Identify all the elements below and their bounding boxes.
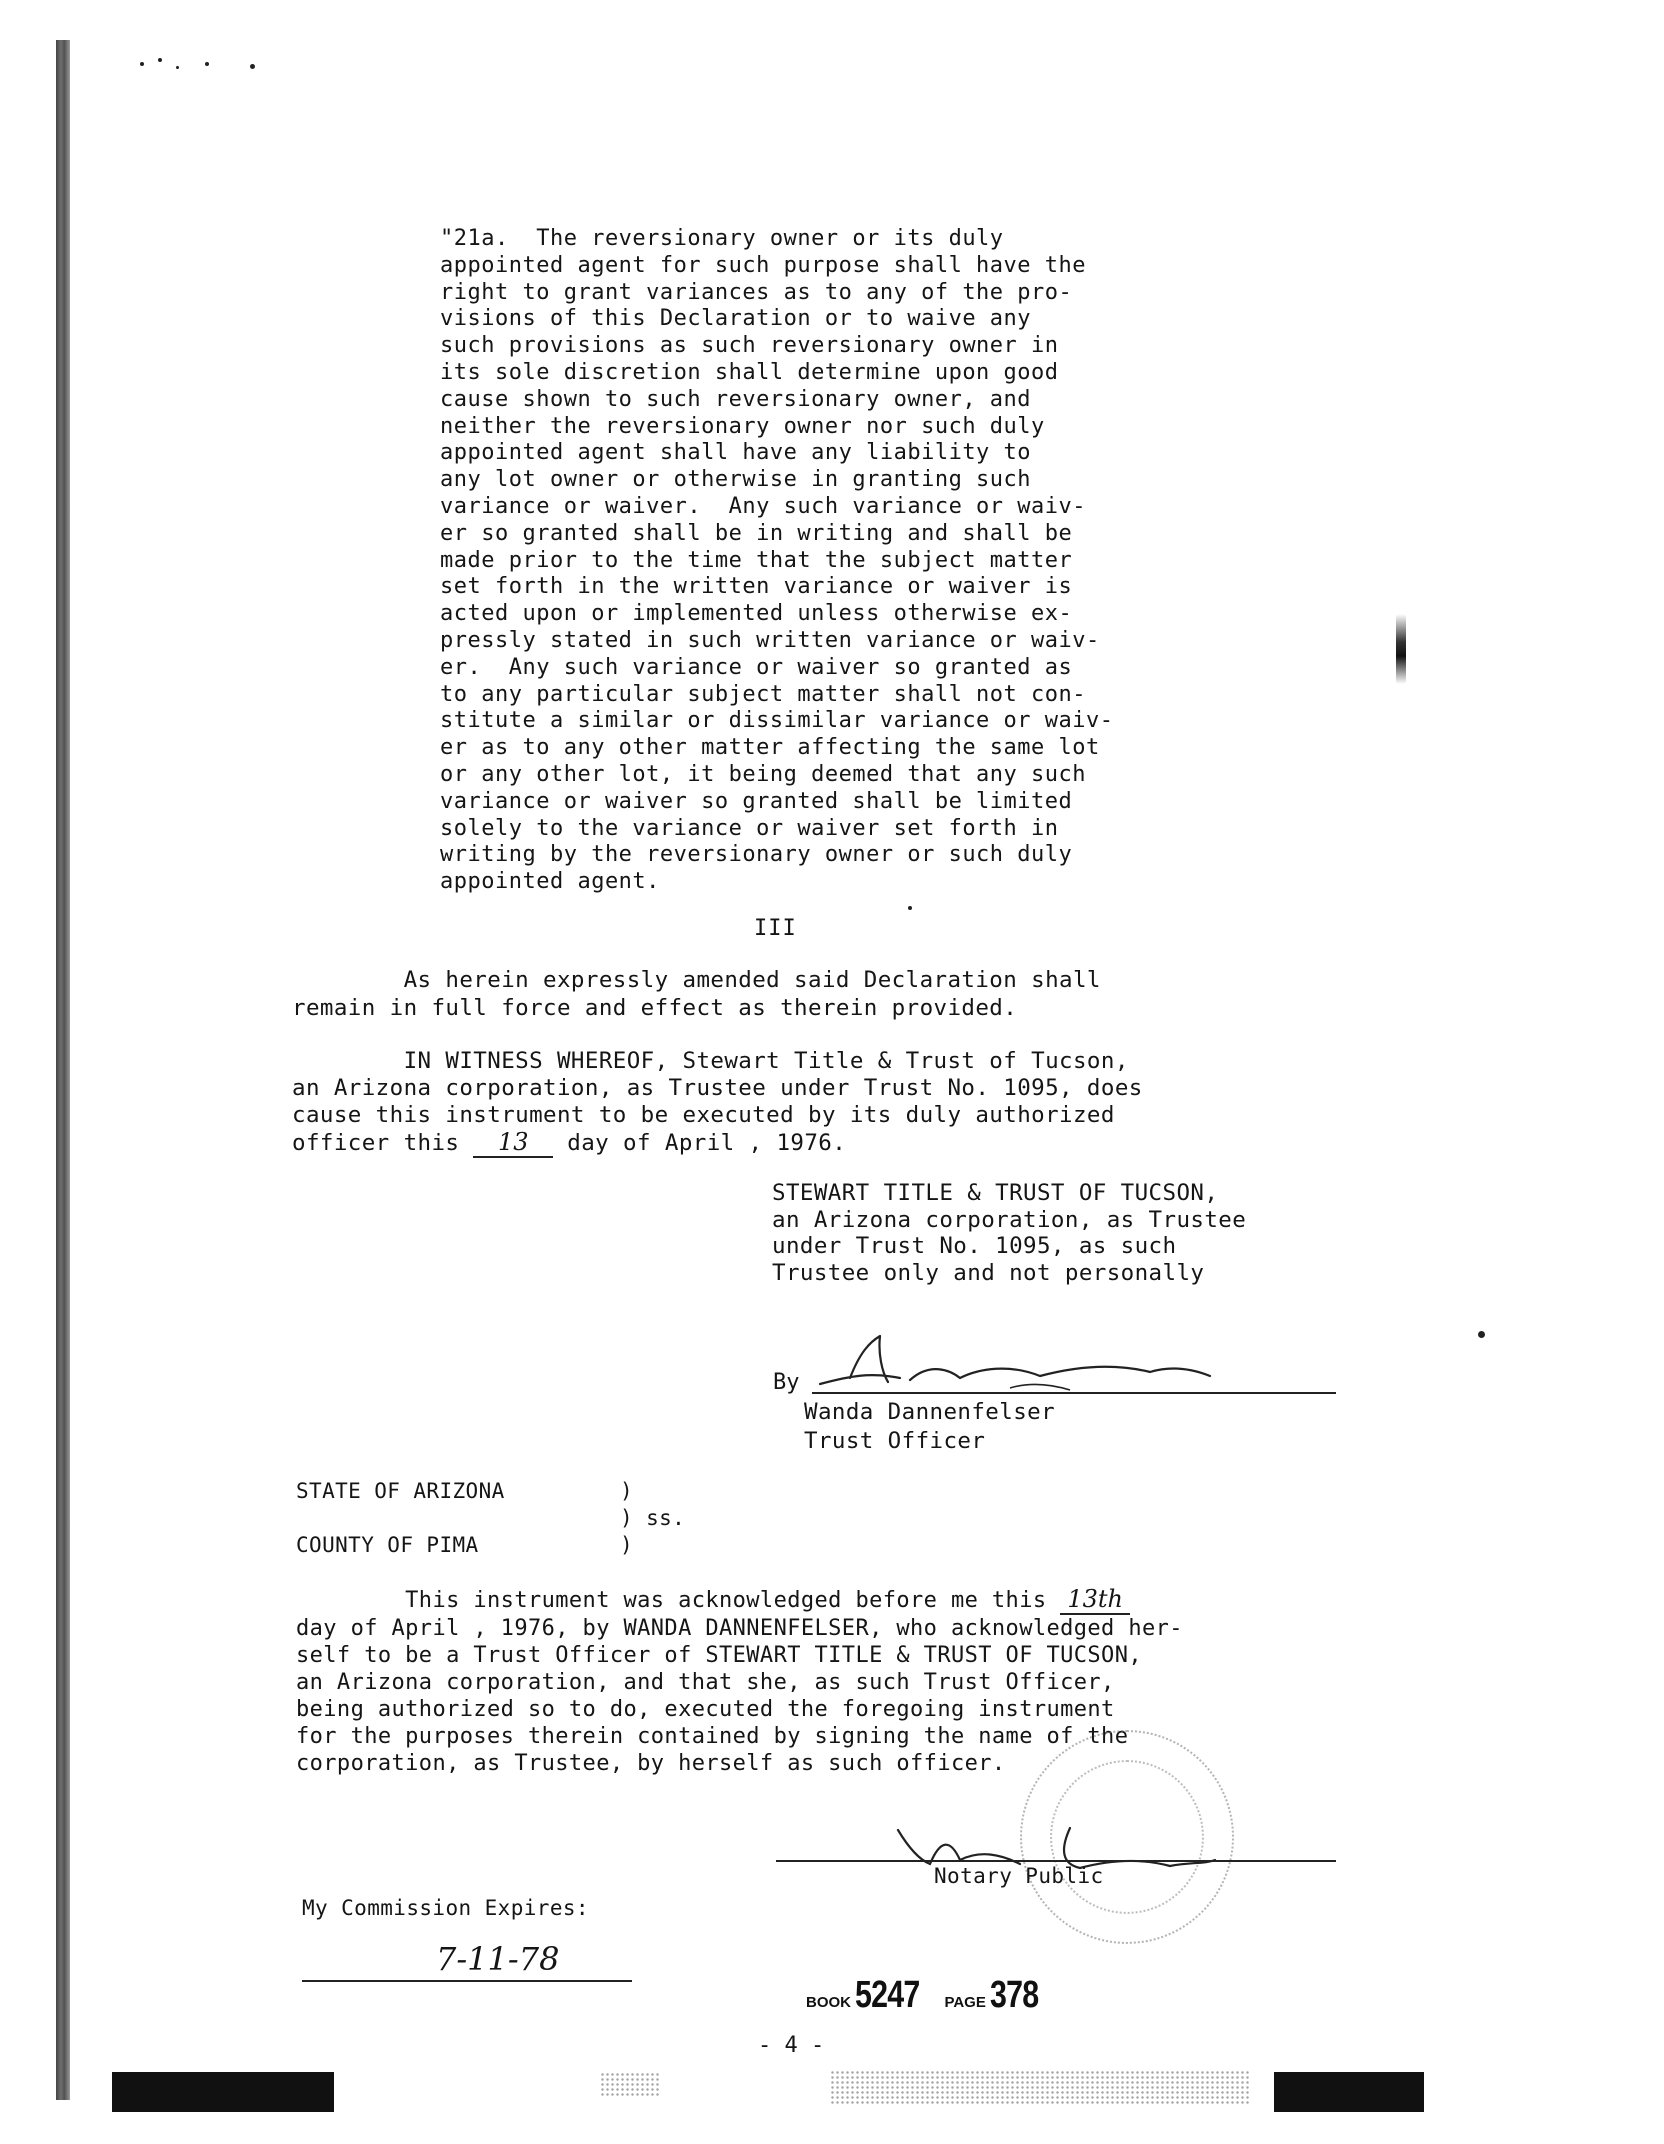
text-line: to any particular subject matter shall not con- bbox=[440, 681, 1087, 707]
text-line bbox=[292, 1129, 1143, 1158]
text-line: As herein expressly amended said Declaration shall bbox=[292, 967, 1101, 993]
text-line: remain in full force and effect as therein provided. bbox=[292, 995, 1018, 1021]
text-line: self to be a Trust Officer of STEWART TITLE & TRUST OF TUCSON, bbox=[296, 1643, 1142, 1668]
commission-date: 7-11-78 bbox=[436, 1940, 560, 1978]
trustee-block bbox=[772, 1180, 1246, 1286]
text-line: stitute a similar or dissimilar variance or waiv- bbox=[440, 708, 1114, 734]
scan-noise bbox=[600, 2072, 660, 2096]
text-line: under Trust No. 1095, as such bbox=[772, 1233, 1177, 1259]
scan-mark bbox=[1396, 614, 1406, 684]
commission-label: My Commission Expires: bbox=[302, 1896, 589, 1920]
trust-officer-signature bbox=[810, 1332, 1230, 1398]
witness-paragraph bbox=[292, 1048, 1143, 1158]
text-line: being authorized so to do, executed the foregoing instrument bbox=[296, 1697, 1115, 1722]
text-line: writing by the reversionary owner or such duly bbox=[440, 842, 1073, 868]
text-line: variance or waiver. Any such variance or waiv- bbox=[440, 493, 1087, 519]
scan-left-edge bbox=[56, 40, 70, 2100]
text-line: er. Any such variance or waiver so granted as bbox=[440, 654, 1073, 680]
text-line: for the purposes therein contained by signing the name of the bbox=[296, 1724, 1129, 1749]
text-line: day of April , 1976, by WANDA DANNENFELSER, who acknowledged her- bbox=[296, 1616, 1183, 1641]
scan-speck bbox=[205, 62, 209, 66]
venue-paren: ) bbox=[620, 1479, 634, 1503]
text-line: "21a. The reversionary owner or its duly bbox=[440, 226, 1004, 251]
text-line: neither the reversionary owner nor such duly bbox=[440, 413, 1045, 439]
recording-reference bbox=[806, 1974, 1051, 2017]
text-line bbox=[296, 1586, 1183, 1615]
text-line: acted upon or implemented unless otherwise ex- bbox=[440, 601, 1073, 627]
scan-artifact-bar bbox=[112, 2072, 334, 2112]
text-line: corporation, as Trustee, by herself as such officer. bbox=[296, 1751, 1006, 1776]
acknowledgment-paragraph bbox=[296, 1586, 1183, 1777]
venue-ss: ) ss. bbox=[620, 1506, 686, 1530]
text-line: any lot owner or otherwise in granting such bbox=[440, 467, 1032, 493]
venue-state: STATE OF ARIZONA bbox=[296, 1479, 505, 1503]
handwritten-day: 13th bbox=[1060, 1586, 1130, 1615]
text-fragment: day of April , 1976. bbox=[553, 1130, 847, 1156]
text-line: appointed agent shall have any liability to bbox=[440, 440, 1032, 466]
text-line: STEWART TITLE & TRUST OF TUCSON, bbox=[772, 1180, 1219, 1206]
text-line: Trustee only and not personally bbox=[772, 1259, 1205, 1286]
venue-county: COUNTY OF PIMA bbox=[296, 1533, 479, 1557]
by-label: By bbox=[773, 1370, 800, 1395]
scan-speck bbox=[158, 58, 162, 62]
scan-speck bbox=[1478, 1331, 1485, 1338]
signatory-name: Wanda Dannenfelser bbox=[804, 1399, 1056, 1425]
text-line: appointed agent. bbox=[440, 869, 660, 895]
page-number: - 4 - bbox=[758, 2033, 825, 2058]
book-label: BOOK bbox=[806, 1994, 851, 2011]
signature-line bbox=[812, 1392, 1336, 1394]
scan-speck bbox=[140, 62, 144, 66]
text-line: its sole discretion shall determine upon good bbox=[440, 359, 1059, 385]
signatory-title: Trust Officer bbox=[804, 1428, 986, 1454]
text-line: right to grant variances as to any of the pro- bbox=[440, 279, 1073, 305]
scan-speck bbox=[908, 906, 912, 910]
commission-line bbox=[302, 1980, 632, 1982]
text-fragment: officer this bbox=[292, 1130, 474, 1156]
book-number: 5247 bbox=[855, 1974, 920, 2016]
scan-noise bbox=[830, 2070, 1250, 2106]
page-label: PAGE bbox=[944, 1994, 986, 2011]
text-line: er as to any other matter affecting the same lot bbox=[440, 735, 1100, 761]
text-line: appointed agent for such purpose shall have the bbox=[440, 252, 1087, 278]
amendment-paragraph bbox=[292, 966, 1101, 1022]
text-line: an Arizona corporation, as Trustee under Trust No. 1095, does bbox=[292, 1075, 1143, 1101]
signatory-block bbox=[804, 1398, 1055, 1456]
scan-artifact-bar bbox=[1274, 2072, 1424, 2112]
text-line: cause this instrument to be executed by its duly authorized bbox=[292, 1102, 1115, 1128]
paragraph-21a bbox=[440, 226, 1260, 896]
text-line: solely to the variance or waiver set forth in bbox=[440, 815, 1059, 841]
scan-speck bbox=[250, 64, 255, 69]
handwritten-day: 13 bbox=[473, 1129, 553, 1158]
text-line: set forth in the written variance or waiver is bbox=[440, 574, 1073, 600]
text-line: pressly stated in such written variance or waiv- bbox=[440, 627, 1100, 653]
recording-page-number: 378 bbox=[990, 1974, 1039, 2016]
text-line: an Arizona corporation, and that she, as such Trust Officer, bbox=[296, 1670, 1115, 1695]
text-line: cause shown to such reversionary owner, and bbox=[440, 386, 1032, 412]
notary-label: Notary Public bbox=[934, 1864, 1104, 1888]
text-line: visions of this Declaration or to waive any bbox=[440, 306, 1032, 332]
text-line: er so granted shall be in writing and shall be bbox=[440, 520, 1073, 546]
text-line: variance or waiver so granted shall be limited bbox=[440, 788, 1073, 814]
text-line: such provisions as such reversionary owner in bbox=[440, 333, 1059, 359]
section-number: III bbox=[754, 916, 797, 941]
text-line: made prior to the time that the subject matter bbox=[440, 547, 1073, 573]
venue-paren: ) bbox=[620, 1533, 634, 1557]
scan-speck bbox=[176, 66, 179, 69]
notary-signature-line bbox=[776, 1860, 1336, 1862]
text-fragment: This instrument was acknowledged before me this bbox=[296, 1588, 1061, 1613]
text-line: an Arizona corporation, as Trustee bbox=[772, 1206, 1247, 1233]
text-line: or any other lot, it being deemed that any such bbox=[440, 761, 1087, 787]
text-line: IN WITNESS WHEREOF, Stewart Title & Trust of Tucson, bbox=[292, 1048, 1129, 1074]
